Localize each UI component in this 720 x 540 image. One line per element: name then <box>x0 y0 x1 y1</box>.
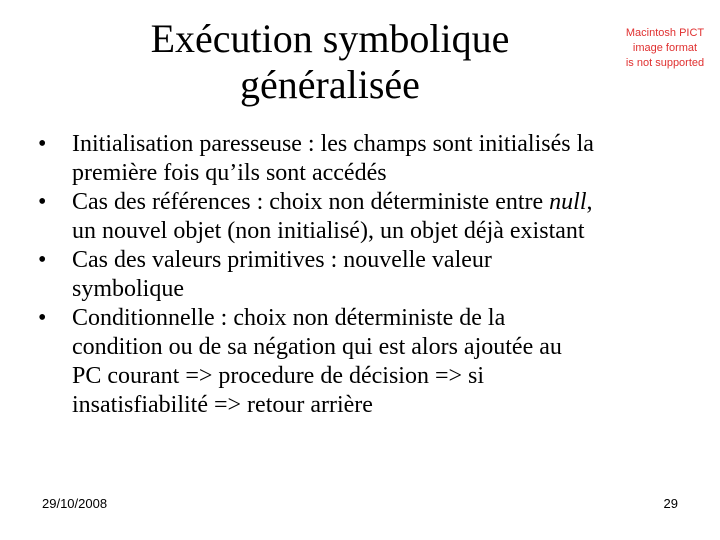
bullet-dot-icon: • <box>38 247 47 273</box>
bullet-text-line: un nouvel objet (non initialisé), un objet déjà existant <box>72 218 585 244</box>
bullet-list <box>38 130 698 420</box>
bullet-text-line: Initialisation paresseuse : les champs sont initialisés la <box>72 131 594 157</box>
bullet-item-references <box>38 188 698 246</box>
placeholder-line-1: Macintosh PICT <box>625 27 705 39</box>
bullet-text-line: Conditionnelle : choix non déterministe de la <box>72 305 506 331</box>
slide-title-line-2: généralisée <box>240 62 420 107</box>
bullet-item-primitive-values <box>38 246 698 304</box>
bullet-item-conditional <box>38 304 698 420</box>
slide-title-line-1: Exécution symbolique <box>150 16 510 61</box>
unsupported-image-placeholder <box>618 26 712 71</box>
page-number: 29 <box>663 496 678 511</box>
placeholder-line-3: is not supported <box>625 57 705 69</box>
bullet-text-line: symbolique <box>72 276 184 302</box>
bullet-text-line: Cas des valeurs primitives : nouvelle valeur <box>72 247 492 273</box>
bullet-dot-icon: • <box>38 131 47 157</box>
bullet-text-line: insatisfiabilité => retour arrière <box>72 392 373 418</box>
bullet-item-lazy-init <box>38 130 698 188</box>
bullet-text-line: condition ou de sa négation qui est alors ajoutée au <box>72 334 562 360</box>
footer-date: 29/10/2008 <box>42 496 108 511</box>
bullet-dot-icon: • <box>38 189 47 215</box>
bullet-dot-icon: • <box>38 305 47 331</box>
bullet-text-prefix: Cas des références : choix non déterministe entre <box>72 189 550 215</box>
bullet-text-line: première fois qu’ils sont accédés <box>72 160 387 186</box>
slide-title <box>90 16 570 108</box>
bullet-text-suffix: , <box>586 189 593 215</box>
placeholder-line-2: image format <box>632 42 698 54</box>
bullet-text-null-italic: null <box>549 189 587 215</box>
bullet-text-line <box>72 188 698 217</box>
bullet-text-line: PC courant => procedure de décision => si <box>72 363 485 389</box>
